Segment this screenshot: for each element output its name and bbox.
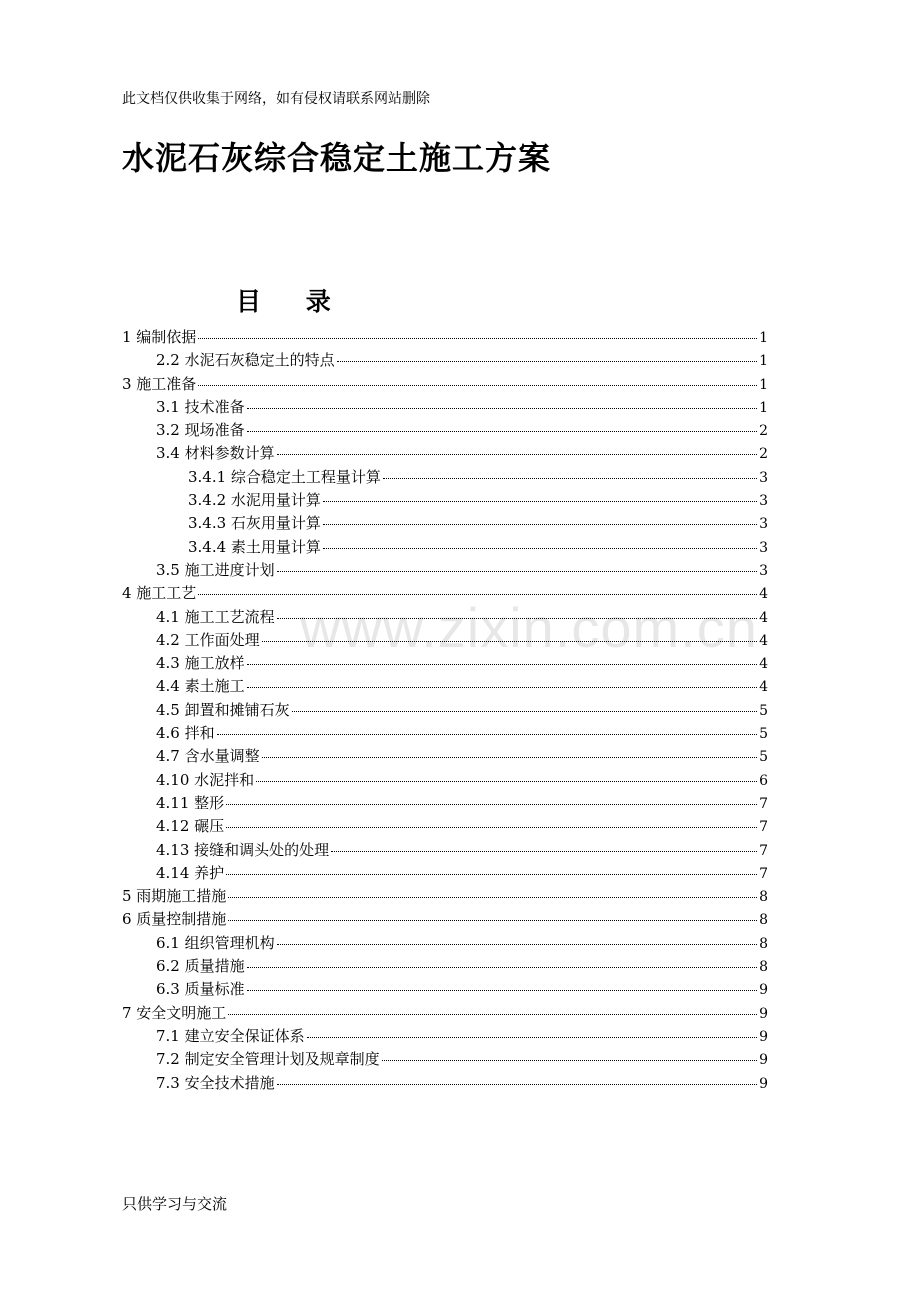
toc-entry-title: 4.12 碾压 bbox=[156, 817, 225, 836]
toc-dot-leader bbox=[307, 1036, 757, 1038]
toc-entry-title: 4.2 工作面处理 bbox=[156, 630, 260, 649]
toc-entry-page-number: 5 bbox=[759, 726, 768, 743]
toc-entry-page-number: 8 bbox=[759, 935, 768, 952]
toc-entry-page-number: 1 bbox=[759, 376, 768, 393]
toc-entry[interactable] bbox=[122, 745, 768, 768]
toc-entry[interactable] bbox=[122, 442, 768, 465]
toc-entry-page-number: 4 bbox=[759, 656, 768, 673]
toc-entry-title: 7.3 安全技术措施 bbox=[156, 1073, 275, 1092]
toc-entry-page-number: 7 bbox=[759, 795, 768, 812]
toc-entry-page-number: 3 bbox=[759, 516, 768, 533]
toc-entry[interactable] bbox=[122, 326, 768, 349]
toc-dot-leader bbox=[337, 360, 757, 362]
toc-entry[interactable] bbox=[122, 559, 768, 582]
toc-entry-title: 3.4.1 综合稳定土工程量计算 bbox=[188, 467, 381, 486]
toc-entry-title: 5 雨期施工措施 bbox=[122, 887, 227, 906]
toc-entry-page-number: 4 bbox=[759, 632, 768, 649]
toc-entry-title: 7.1 建立安全保证体系 bbox=[156, 1026, 305, 1045]
toc-entry[interactable] bbox=[122, 885, 768, 908]
toc-dot-leader bbox=[247, 989, 757, 991]
toc-dot-leader bbox=[292, 710, 757, 712]
toc-entry-title: 4 施工工艺 bbox=[122, 584, 197, 603]
toc-entry[interactable] bbox=[122, 862, 768, 885]
toc-entry-page-number: 8 bbox=[759, 912, 768, 929]
toc-dot-leader bbox=[226, 803, 757, 805]
toc-dot-leader bbox=[198, 384, 757, 386]
toc-entry[interactable] bbox=[122, 769, 768, 792]
toc-entry-page-number: 4 bbox=[759, 586, 768, 603]
toc-entry-page-number: 3 bbox=[759, 562, 768, 579]
toc-entry-page-number: 9 bbox=[759, 1075, 768, 1092]
toc-entry-title: 3.4 材料参数计算 bbox=[156, 444, 275, 463]
toc-entry[interactable] bbox=[122, 792, 768, 815]
toc-dot-leader bbox=[226, 873, 757, 875]
toc-entry-title: 4.14 养护 bbox=[156, 863, 225, 882]
toc-entry-page-number: 7 bbox=[759, 865, 768, 882]
toc-dot-leader bbox=[247, 686, 757, 688]
toc-entry-title: 6 质量控制措施 bbox=[122, 910, 227, 929]
toc-entry[interactable] bbox=[122, 466, 768, 489]
toc-entry-title: 7.2 制定安全管理计划及规章制度 bbox=[156, 1050, 380, 1069]
toc-entry-title: 1 编制依据 bbox=[122, 328, 197, 346]
toc-entry[interactable] bbox=[122, 699, 768, 722]
toc-entry-title: 4.13 接缝和调头处的处理 bbox=[156, 840, 330, 859]
toc-entry-title: 7 安全文明施工 bbox=[122, 1003, 227, 1022]
toc-entry-page-number: 9 bbox=[759, 1028, 768, 1045]
toc-entry-title: 3.1 技术准备 bbox=[156, 397, 245, 416]
toc-dot-leader bbox=[277, 453, 757, 455]
toc-entry-page-number: 1 bbox=[759, 399, 768, 416]
toc-entry[interactable] bbox=[122, 1025, 768, 1048]
toc-dot-leader bbox=[277, 570, 757, 572]
toc-entry-title: 3.4.3 石灰用量计算 bbox=[188, 514, 321, 533]
toc-entry-page-number: 2 bbox=[759, 423, 768, 440]
toc-entry-title: 3.4.4 素土用量计算 bbox=[188, 537, 321, 556]
toc-entry[interactable] bbox=[122, 932, 768, 955]
toc-dot-leader bbox=[226, 826, 757, 828]
header-notice: 此文档仅供收集于网络，如有侵权请联系网站删除 bbox=[122, 91, 430, 107]
toc-entry-title: 3.4.2 水泥用量计算 bbox=[188, 491, 321, 510]
toc-entry-page-number: 5 bbox=[759, 702, 768, 719]
toc-entry-page-number: 8 bbox=[759, 959, 768, 976]
table-of-contents bbox=[122, 326, 768, 1095]
toc-entry-page-number: 4 bbox=[759, 609, 768, 626]
toc-entry-title: 4.5 卸置和摊铺石灰 bbox=[156, 700, 290, 719]
toc-entry[interactable] bbox=[122, 419, 768, 442]
toc-entry-page-number: 6 bbox=[759, 772, 768, 789]
footer-text: 只供学习与交流 bbox=[122, 1195, 228, 1213]
toc-heading: 目 录 bbox=[236, 287, 349, 316]
toc-entry-title: 6.2 质量措施 bbox=[156, 957, 245, 976]
toc-entry-title: 3 施工准备 bbox=[122, 374, 197, 393]
toc-entry[interactable] bbox=[122, 675, 768, 698]
toc-entry-title: 4.10 水泥拌和 bbox=[156, 770, 255, 789]
toc-entry-title: 6.1 组织管理机构 bbox=[156, 933, 275, 952]
toc-entry-title: 4.1 施工工艺流程 bbox=[156, 607, 275, 626]
toc-entry[interactable] bbox=[122, 396, 768, 419]
toc-dot-leader bbox=[228, 1013, 757, 1015]
toc-entry-page-number: 1 bbox=[759, 330, 768, 346]
toc-entry[interactable] bbox=[122, 955, 768, 978]
document-title: 水泥石灰综合稳定土施工方案 bbox=[122, 139, 552, 177]
toc-dot-leader bbox=[323, 500, 757, 502]
toc-entry-page-number: 9 bbox=[759, 982, 768, 999]
toc-entry[interactable] bbox=[122, 536, 768, 559]
watermark: www.zixin.com.cn bbox=[300, 596, 758, 659]
toc-entry[interactable] bbox=[122, 1002, 768, 1025]
toc-entry-page-number: 1 bbox=[759, 353, 768, 370]
toc-entry[interactable] bbox=[122, 815, 768, 838]
toc-dot-leader bbox=[228, 896, 757, 898]
toc-dot-leader bbox=[331, 850, 757, 852]
toc-dot-leader bbox=[262, 756, 757, 758]
toc-dot-leader bbox=[277, 1083, 757, 1085]
toc-entry[interactable] bbox=[122, 512, 768, 535]
toc-entry[interactable] bbox=[122, 1048, 768, 1071]
toc-entry-page-number: 7 bbox=[759, 842, 768, 859]
toc-dot-leader bbox=[247, 663, 757, 665]
toc-entry-page-number: 7 bbox=[759, 819, 768, 836]
toc-entry-page-number: 3 bbox=[759, 493, 768, 510]
toc-dot-leader bbox=[382, 1059, 757, 1061]
toc-entry[interactable] bbox=[122, 839, 768, 862]
toc-entry[interactable] bbox=[122, 1072, 768, 1095]
toc-dot-leader bbox=[217, 733, 757, 735]
toc-entry-page-number: 2 bbox=[759, 446, 768, 463]
toc-entry-page-number: 9 bbox=[759, 1052, 768, 1069]
toc-dot-leader bbox=[323, 523, 757, 525]
toc-dot-leader bbox=[198, 337, 757, 339]
toc-entry-page-number: 5 bbox=[759, 749, 768, 766]
toc-entry-title: 2.2 水泥石灰稳定土的特点 bbox=[156, 351, 335, 370]
toc-entry[interactable] bbox=[122, 722, 768, 745]
toc-entry[interactable] bbox=[122, 373, 768, 396]
toc-entry[interactable] bbox=[122, 349, 768, 372]
toc-entry-title: 4.6 拌和 bbox=[156, 724, 215, 743]
toc-dot-leader bbox=[277, 943, 757, 945]
toc-entry-title: 4.7 含水量调整 bbox=[156, 747, 260, 766]
toc-dot-leader bbox=[247, 407, 757, 409]
toc-dot-leader bbox=[228, 919, 757, 921]
toc-entry-page-number: 3 bbox=[759, 539, 768, 556]
toc-entry[interactable] bbox=[122, 489, 768, 512]
toc-entry-page-number: 8 bbox=[759, 889, 768, 906]
toc-entry-page-number: 3 bbox=[759, 469, 768, 486]
toc-entry[interactable] bbox=[122, 978, 768, 1001]
toc-entry-title: 3.5 施工进度计划 bbox=[156, 560, 275, 579]
toc-entry-page-number: 4 bbox=[759, 679, 768, 696]
toc-dot-leader bbox=[256, 780, 757, 782]
toc-entry-title: 4.4 素土施工 bbox=[156, 677, 245, 696]
toc-entry-title: 4.11 整形 bbox=[156, 793, 225, 812]
toc-dot-leader bbox=[247, 430, 757, 432]
toc-dot-leader bbox=[323, 547, 757, 549]
toc-dot-leader bbox=[383, 477, 757, 479]
toc-entry-title: 4.3 施工放样 bbox=[156, 654, 245, 673]
toc-dot-leader bbox=[247, 966, 757, 968]
toc-entry[interactable] bbox=[122, 908, 768, 931]
toc-entry-page-number: 9 bbox=[759, 1005, 768, 1022]
toc-dot-leader bbox=[198, 593, 757, 595]
toc-entry-title: 3.2 现场准备 bbox=[156, 421, 245, 440]
toc-entry-title: 6.3 质量标准 bbox=[156, 980, 245, 999]
